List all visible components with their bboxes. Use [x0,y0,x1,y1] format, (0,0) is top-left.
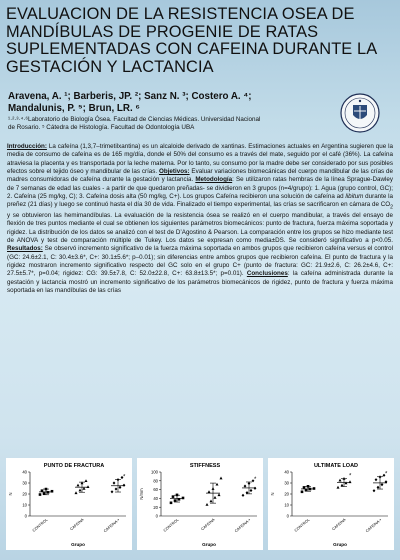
methodology-italic: libitum [345,193,364,201]
data-point [79,489,82,492]
chart-stiffness-svg [137,458,263,550]
significance-mark: * [123,474,126,481]
y-tick-label: 20 [22,491,27,497]
data-point [75,491,78,494]
data-point [341,484,344,487]
y-tick-label: 20 [284,491,289,497]
x-tick-label: CAFEINA + [234,517,252,534]
x-tick-label: CAFEINA [69,517,85,532]
data-point [339,479,342,482]
x-tick-label: CONTROL [293,517,311,533]
significance-mark: * [254,476,257,483]
y-tick-label: 10 [22,502,27,508]
data-point [250,489,253,492]
objectives-heading: Objetivos: [159,168,190,176]
affiliation-line-2: de Rosario. ⁵ Cátedra de Histología. Facultad de Odontología UBA [8,124,195,131]
x-tick-label: CAFEINA [331,517,347,532]
data-point [244,484,247,487]
y-tick-label: 30 [22,480,27,486]
data-point [77,484,80,487]
x-tick-label: CONTROL [31,517,49,533]
data-point [210,499,213,502]
data-point [373,489,376,492]
y-tick-label: 40 [153,496,158,501]
y-axis-label: N [270,492,275,496]
data-point [113,481,116,484]
y-tick-label: 100 [151,469,158,475]
co2-subscript: 2 [390,204,393,211]
y-tick-label: 0 [286,513,289,519]
university-logo-icon [340,93,380,133]
data-point [208,490,211,493]
data-point [381,483,384,486]
y-tick-label: 20 [153,504,158,510]
y-axis-label: N [8,492,13,496]
data-point [123,484,126,487]
methodology-text-2: durante la preñez (21 días) y luego se continuó hasta el día 30 de vida. Finalizado el tiempo experimental, las crías se sacrificaron en cámara de CO [7,193,394,209]
significance-mark: * [385,471,388,478]
intro-heading: Introducción: [7,143,47,150]
data-point [39,493,42,496]
data-point [337,486,340,489]
poster-title: EVALUACION DE LA RESISTENCIA OSEA DE MANDÍBULAS DE PROGENIE DE RATAS SUPLEMENTADAS CON CAFEINA DURANTE LA GESTACIÓN Y LACTANCIA [6,5,377,76]
y-tick-label: 40 [22,469,27,475]
intro-text: La cafeína (1,3,7–trimetilxantina) es un alcaloide derivado de xantinas. Estimaciones actuales en Argentina sugieren que la media de consumo de cafeína es de 165 mg/día, donde el 50% del consumo es a través del mate, seguido por el café (36%). La cafeína atraviesa la placenta y es transportada por la leche materna. Por lo tanto, su consumo por la madre debe ser considerado por sus posibles efectos sobre el tejido óseo y mandibular de las crías. [7,143,393,176]
conclusions-heading: Conclusiones [246,270,288,278]
data-point [115,487,118,490]
chart-fracture-point [6,458,132,550]
methodology-text-1: : Se utilizaron ratas hembras de la línea Sprague-Dawley de 7 semanas de edad las cuales - a partir de que quedaron preñadas- se dividieron en 3 grupos (n=4/grupo): 1. Agua (grupo control, GC); 2. Cafeína (25 mg/kg, C); 3. Cafeína dosis alta (50 mg/kg, C+). Los grupos Cafeína recibieron una solución de cafeína ad [7,176,393,201]
data-point [301,491,304,494]
x-axis-label: Grupo [71,542,85,547]
chart-ultimate-load [268,458,394,550]
data-point [303,486,306,489]
data-point [47,491,50,494]
data-point [172,495,175,498]
authors-line-1: Aravena, A. ¹; Barberis, JP. ²; Sanz N. ³; Costero A. ⁴; [8,91,252,102]
x-axis-label: Grupo [333,542,347,547]
data-point [377,486,380,489]
chart-fracture-point-svg [6,458,132,550]
data-point [313,487,316,490]
data-point [242,494,245,497]
x-tick-label: CAFEINA + [103,517,121,534]
results-heading: Resultados: [7,245,43,253]
affiliations [8,116,338,132]
data-point [174,499,177,502]
y-tick-label: 0 [24,513,27,519]
affiliation-line-1: ¹·²·³·⁴·⁶Laboratorio de Biología Ósea. Facultad de Ciencias Médicas. Universidad Nacional [8,116,261,123]
data-point [254,487,257,490]
x-tick-label: CAFEINA [200,517,216,532]
chart-title: ULTIMATE LOAD [313,463,359,469]
conclusions-text: : la cafeína administrada durante la gestación y lactancia mostró un incremento significativo de los parámetros biomecánicos de rigidez, punto de fractura y fuerza máxima soportada en las mandíbulas de las crías [7,270,393,295]
y-axis-label: N/mm [139,488,144,500]
chart-stiffness [137,458,263,550]
x-tick-label: CAFEINA + [365,517,383,534]
methodology-heading: Metodología [195,176,233,184]
data-point [43,492,46,495]
x-tick-label: CONTROL [162,517,180,533]
results-text: Se observó incremento significativo de la fuerza máxima soportada en ambos grupos que recibieron cafeína versus el control (GC: 24.6±2.1, C: 30.4±3.6*, C+: 30.1±5.6*; p–0.01); sin diferencias entre ambos grupos que recibieron cafeína. El punto de fractura y la rigidez mostraron incremento significativo respecto del GC solo en el grupo C+ (punto de fractura: GC: 21.9±2.6, C: 26.2±4.6, C+: 27.5±5.7*, p=0.04; rigidez: CG: 39.5±7.8, C: 52.0±22.8, C+: 63.8±13.5*; p=0.01). [7,245,393,278]
data-point [220,477,223,480]
objectives-text: Evaluar variaciones biomecánicas del cuerpo mandibular de las crías de madres consumidoras de cafeína durante la gestación y lactancia. [7,168,393,184]
data-point [206,503,209,506]
y-tick-label: 80 [153,478,158,484]
chart-title: PUNTO DE FRACTURA [43,463,105,469]
y-tick-label: 60 [153,487,158,493]
data-point [87,485,90,488]
authors [8,91,338,115]
authors-line-2: Mandalunis, P. ⁵; Brun, LR. ⁶ [8,103,140,114]
data-point [375,478,378,481]
data-point [170,502,173,505]
data-point [119,486,122,489]
methodology-text-3: y se obtuvieron las hemimandíbulas. La evaluación de la resistencia ósea se realizó en el cuerpo mandibular, a través del ensayo de flexión de tres puntos mediante el cual se obtienen los siguientes parámetros biomecánicos: punto de fractura, fuerza máxima soportada y rigidez. La distribución de los datos se analizó con el test de D’Agostino & Pearson. La comparación entre los grupos se hizo mediante test de ANOVA y test de comparación múltiple de Tukey. Los datos se expresan como media±DS. Se consideró significativo a p<0.05. [7,212,393,245]
data-point [218,493,221,496]
significance-mark: * [349,473,352,480]
y-tick-label: 40 [284,469,289,475]
y-tick-label: 30 [284,480,289,486]
abstract-body [7,143,393,443]
y-tick-label: 0 [155,513,158,519]
data-point [85,479,88,482]
chart-title: STIFFNESS [189,463,221,469]
y-tick-label: 10 [284,502,289,508]
data-point [111,490,114,493]
x-axis-label: Grupo [202,542,216,547]
chart-ultimate-load-svg [268,458,394,550]
data-point [214,496,217,499]
